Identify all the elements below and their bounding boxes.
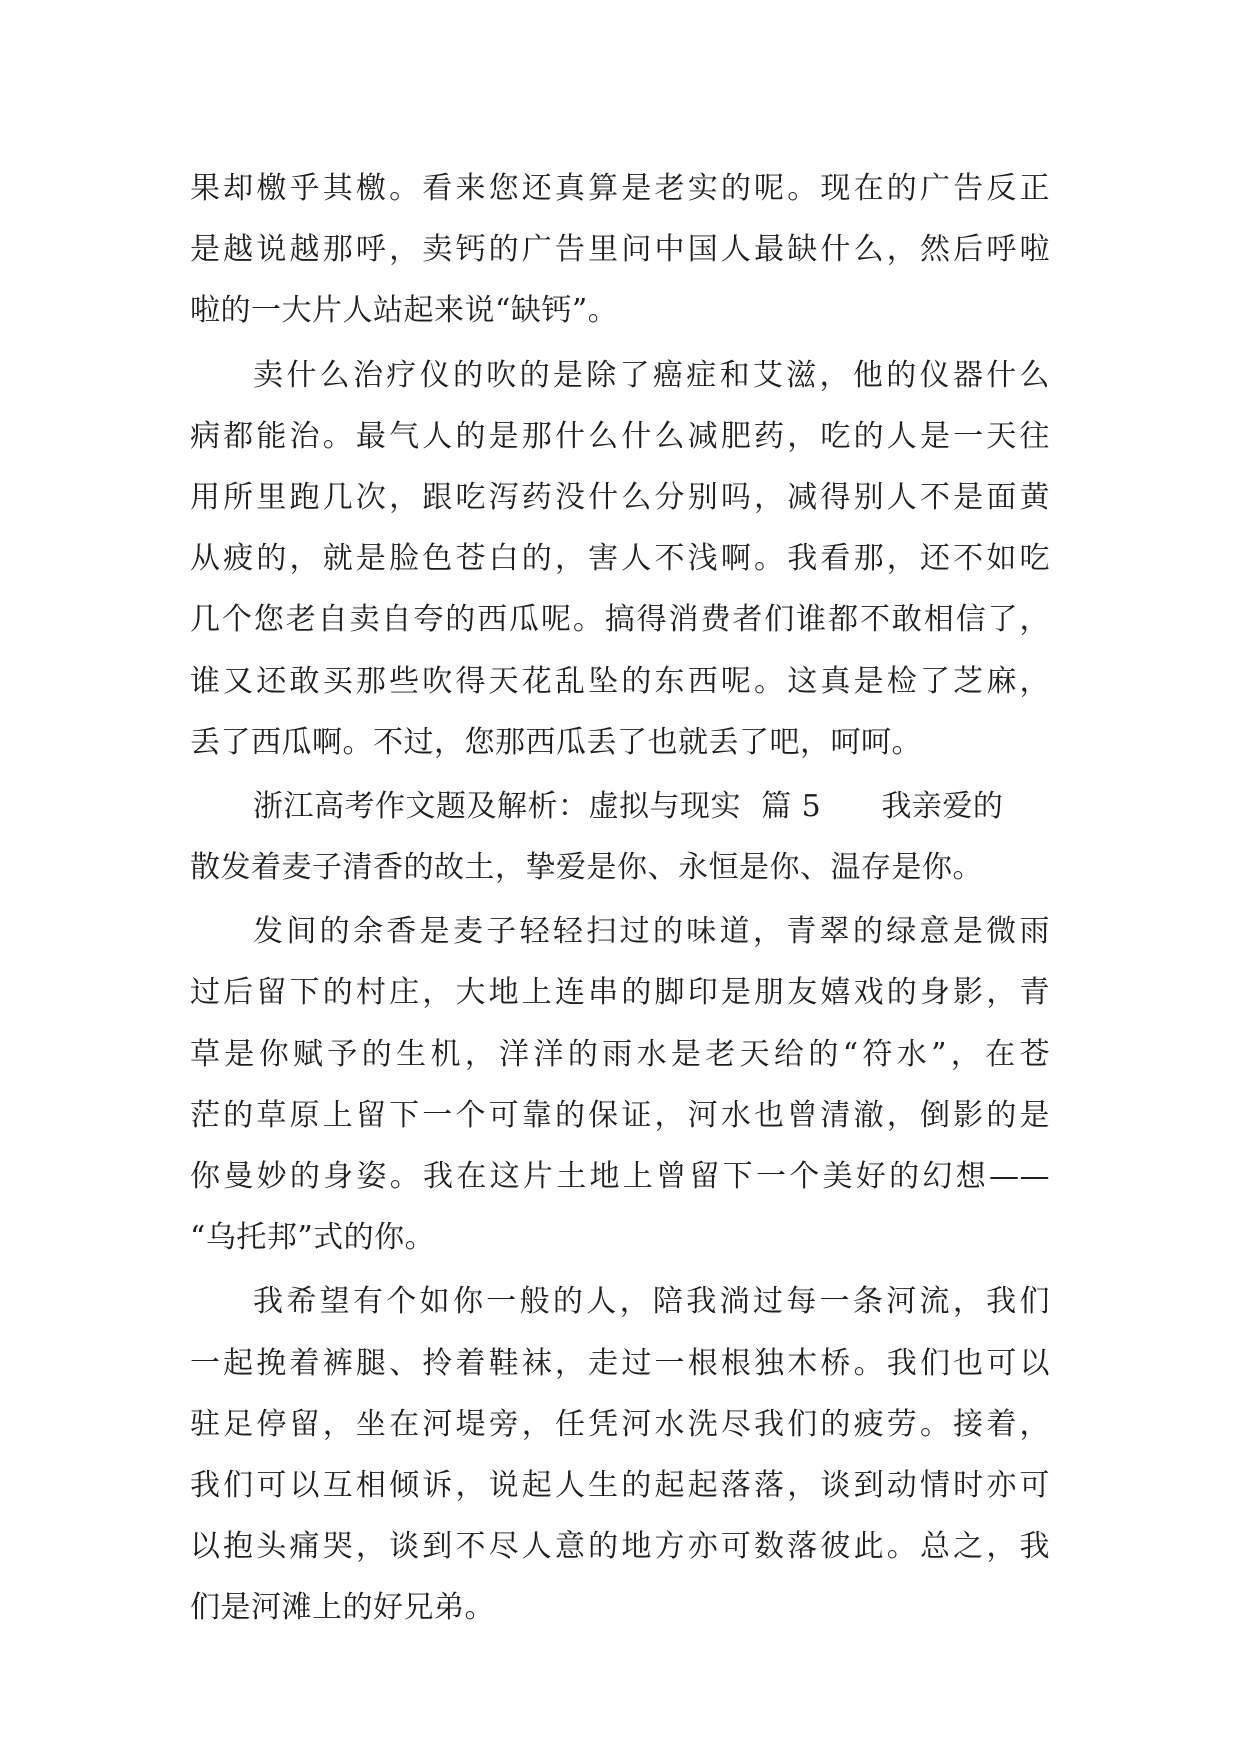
text-line: 一起挽着裤腿、拎着鞋袜，走过一根根独木桥。我们也可以 [190, 1345, 1050, 1381]
text-line: 散发着麦子清香的故土，挚爱是你、永恒是你、温存是你。 [190, 850, 983, 886]
paragraph [190, 1271, 1050, 1638]
text-line: 病都能治。最气人的是那什么什么减肥药，吃的人是一天往 [190, 418, 1050, 454]
text-line: 谁又还敢买那些吹得天花乱坠的东西呢。这真是检了芝麻， [190, 663, 1050, 699]
text-line: 用所里跑几次，跟吃泻药没什么分别吗，减得别人不是面黄 [190, 479, 1050, 515]
text-line: 丢了西瓜啊。不过，您那西瓜丢了也就丢了吧，呵呵。 [190, 724, 922, 760]
text-line: 茫的草原上留下一个可靠的保证，河水也曾清澈，倒影的是 [190, 1097, 1050, 1133]
text-line: 草是你赋予的生机，洋洋的雨水是老天给的“符水”，在苍 [190, 1036, 1050, 1072]
text-line: 我希望有个如你一般的人，陪我淌过每一条河流，我们 [253, 1284, 1050, 1320]
paragraph [190, 776, 1050, 898]
text-line: 过后留下的村庄，大地上连串的脚印是朋友嬉戏的身影，青 [190, 975, 1050, 1011]
paragraph [190, 158, 1050, 342]
text-line: 们是河滩上的好兄弟。 [190, 1590, 495, 1626]
text-line: 你曼妙的身姿。我在这片土地上曾留下一个美好的幻想—— [190, 1159, 1050, 1194]
text-line: 几个您老自卖自夸的西瓜呢。搞得消费者们谁都不敢相信了， [190, 602, 1050, 638]
text-line: 发间的余香是麦子轻轻扫过的味道，青翠的绿意是微雨 [253, 914, 1050, 950]
section-heading-line: 浙江高考作文题及解析：虚拟与现实 篇 5 我亲爱的 [253, 788, 1004, 824]
text-line: 是越说越那呼，卖钙的广告里问中国人最缺什么，然后呼啦 [190, 232, 1050, 268]
text-line: 从疲的，就是脸色苍白的，害人不浅啊。我看那，还不如吃 [190, 541, 1050, 577]
text-line: 以抱头痛哭，谈到不尽人意的地方亦可数落彼此。总之，我 [190, 1529, 1050, 1565]
paragraph [190, 345, 1050, 773]
document-body [190, 158, 1050, 1639]
text-line: 果却檄乎其檄。看来您还真算是老实的呢。现在的广告反正 [190, 171, 1050, 206]
text-line: 驻足停留，坐在河堤旁，任凭河水洗尽我们的疲劳。接着， [190, 1406, 1050, 1442]
text-line: 我们可以互相倾诉，说起人生的起起落落，谈到动情时亦可 [190, 1467, 1050, 1503]
text-line: 卖什么治疗仪的吹的是除了癌症和艾滋，他的仪器什么 [253, 357, 1050, 393]
paragraph [190, 901, 1050, 1268]
text-line: 啦的一大片人站起来说“缺钙”。 [190, 293, 619, 329]
text-line: “乌托邦”式的你。 [190, 1220, 436, 1256]
